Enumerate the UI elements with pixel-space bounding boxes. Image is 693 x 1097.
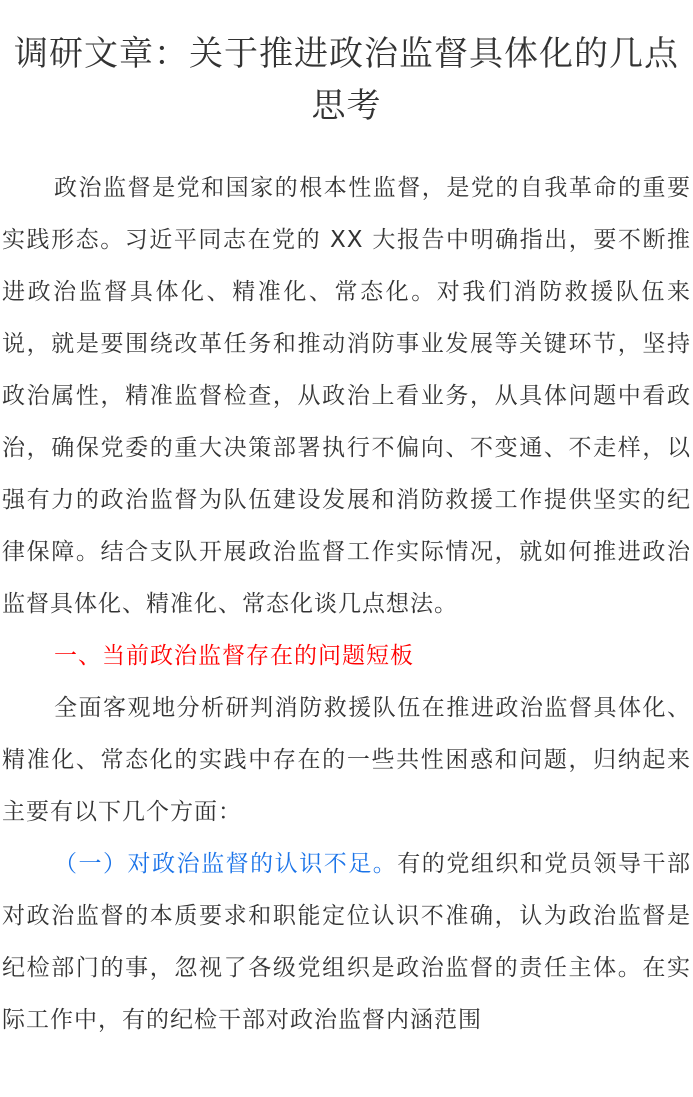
section-intro-paragraph: 全面客观地分析研判消防救援队伍在推进政治监督具体化、精准化、常态化的实践中存在的一些共性困惑和问题，归纳起来主要有以下几个方面： <box>2 695 691 825</box>
article-title <box>0 0 693 132</box>
article-title-line2: 思考 <box>311 86 382 126</box>
subsection-heading: （一）对政治监督的认识不足。 <box>54 851 398 877</box>
section-heading: 一、当前政治监督存在的问题短板 <box>54 643 414 669</box>
article-body <box>0 162 693 1046</box>
article-title-line1: 调研文章：关于推进政治监督具体化的几点 <box>14 34 679 74</box>
subsection-paragraph <box>0 838 693 1046</box>
subsection-text: 有的党组织和党员领导干部对政治监督的本质要求和职能定位认识不准确，认为政治监督是纪检部门的事，忽视了各级党组织是政治监督的责任主体。在实际工作中，有的纪检干部对政治监督内涵范围 <box>2 851 692 1033</box>
intro-paragraph: 政治监督是党和国家的根本性监督，是党的自我革命的重要实践形态。习近平同志在党的 XX 大报告中明确指出，要不断推进政治监督具体化、精准化、常态化。对我们消防救援队伍来说，就是要围绕改革任务和推动消防事业发展等关键环节，坚持政治属性，精准监督检查，从政治上看业务，从具体问题中看政治，确保党委的重大决策部署执行不偏向、不变通、不走样，以强有力的政治监督为队伍建设发展和消防救援工作提供坚实的纪律保障。结合支队开展政治监督工作实际情况，就如何推进政治监督具体化、精准化、常态化谈几点想法。 <box>2 175 691 617</box>
